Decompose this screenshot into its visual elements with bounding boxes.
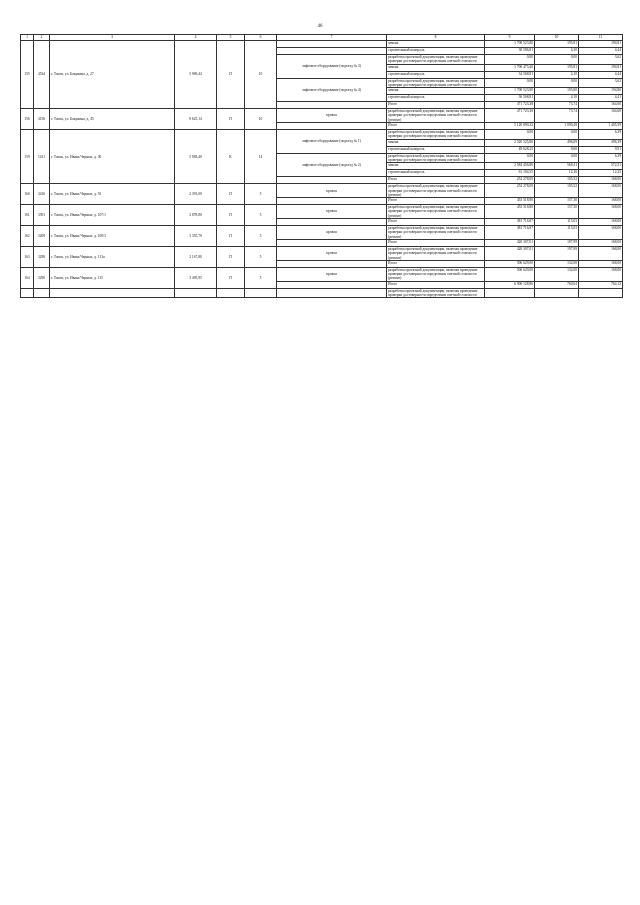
empty-cell bbox=[485, 288, 535, 298]
cost-cell: 506 629,00 bbox=[485, 267, 535, 281]
max-unit-cost-cell: 194,81 bbox=[579, 41, 623, 48]
max-unit-cost-cell: 6,39 bbox=[579, 153, 623, 163]
work-name-cell: Итого bbox=[387, 123, 485, 130]
cost-cell: 381 716,87 bbox=[485, 226, 535, 240]
column-number: 4 bbox=[175, 35, 217, 41]
area-cell: 3 495,95 bbox=[175, 267, 217, 288]
max-unit-cost-cell: 168,00 bbox=[579, 246, 623, 260]
cost-cell: 252 278,09 bbox=[485, 177, 535, 184]
house-id-cell: 3391 bbox=[34, 205, 50, 226]
cost-cell: 1 708 523,80 bbox=[485, 41, 535, 48]
wall-material-cell: П bbox=[217, 205, 245, 226]
work-name-cell: Итого bbox=[387, 281, 485, 288]
work-name-cell: замена bbox=[387, 41, 485, 48]
work-name-cell: строительный контроль bbox=[387, 71, 485, 78]
column-number: 2 bbox=[34, 35, 50, 41]
max-unit-cost-cell: 3,62 bbox=[579, 55, 623, 65]
work-name-cell: Итого bbox=[387, 260, 485, 267]
work-type-cell: лифтовое оборудование (подъезд № 3) bbox=[277, 55, 387, 79]
area-cell: 8 625,14 bbox=[175, 109, 217, 130]
floors-cell: 10 bbox=[245, 109, 277, 130]
wall-material-cell: П bbox=[217, 109, 245, 130]
unit-cost-cell: 0,00 bbox=[535, 55, 579, 65]
cost-cell: 61 104,55 bbox=[485, 170, 535, 177]
area-cell: 2 167,80 bbox=[175, 246, 217, 267]
work-name-cell: разработка проектной документации, включая проведение проверки достоверности определения сметной стоимости bbox=[387, 153, 485, 163]
max-unit-cost-cell: 4,44 bbox=[579, 48, 623, 55]
work-type-cell bbox=[277, 281, 387, 288]
max-unit-cost-cell: 194,81 bbox=[579, 64, 623, 71]
work-name-cell: строительный контроль bbox=[387, 146, 485, 153]
work-type-cell bbox=[277, 260, 387, 267]
address-cell: г. Томск, ул. Ивана Черных, д. 30 bbox=[50, 130, 175, 184]
work-name-cell: разработка проектной документации, включая проведение проверки достоверности определения сметной стоимости (ремонт) bbox=[387, 267, 485, 281]
cost-cell: 0,00 bbox=[485, 55, 535, 65]
cost-cell: 6 906 128,86 bbox=[485, 281, 535, 288]
column-number: 8 bbox=[387, 35, 485, 41]
column-number: 3 bbox=[50, 35, 175, 41]
cost-cell: 0,00 bbox=[485, 78, 535, 88]
max-unit-cost-cell: 3,62 bbox=[579, 78, 623, 88]
unit-cost-cell: 157,30 bbox=[535, 198, 579, 205]
column-number: 10 bbox=[535, 35, 579, 41]
max-unit-cost-cell: 6,39 bbox=[579, 130, 623, 140]
address-cell: г. Томск, ул. Ивана Черных, д. 113а bbox=[50, 246, 175, 267]
cost-cell: 5 120 890,32 bbox=[485, 123, 535, 130]
house-id-cell: 3290 bbox=[34, 267, 50, 288]
unit-cost-cell: 195,81 bbox=[535, 41, 579, 48]
table-row bbox=[21, 226, 623, 240]
cost-cell: 38 586,81 bbox=[485, 48, 535, 55]
cost-cell: 34 568,81 bbox=[485, 71, 535, 78]
work-name-cell: разработка проектной документации, включая проведение проверки достоверности определения сметной стоимости (ремонт) bbox=[387, 205, 485, 219]
work-name-cell: замена bbox=[387, 88, 485, 95]
unit-cost-cell: 105,52 bbox=[535, 184, 579, 198]
row-number-cell: 161 bbox=[21, 205, 34, 226]
column-number: 6 bbox=[245, 35, 277, 41]
max-unit-cost-cell: 164,60 bbox=[579, 109, 623, 123]
unit-cost-cell: 4,10 bbox=[535, 95, 579, 102]
empty-cell bbox=[245, 288, 277, 298]
max-unit-cost-cell: 168,00 bbox=[579, 184, 623, 198]
unit-cost-cell: 0,00 bbox=[535, 78, 579, 88]
house-id-cell: 4534 bbox=[34, 41, 50, 109]
cost-cell: 420 307,01 bbox=[485, 239, 535, 246]
cost-cell: 0,00 bbox=[485, 130, 535, 140]
row-number-cell: 163 bbox=[21, 246, 34, 267]
max-unit-cost-cell: 4,44 bbox=[579, 71, 623, 78]
wall-material-cell: П bbox=[217, 41, 245, 109]
column-number: 5 bbox=[217, 35, 245, 41]
floors-cell: 5 bbox=[245, 246, 277, 267]
work-type-cell bbox=[277, 177, 387, 184]
unit-cost-cell: 73,74 bbox=[535, 102, 579, 109]
table-row bbox=[21, 246, 623, 260]
empty-cell bbox=[579, 288, 623, 298]
floors-cell: 5 bbox=[245, 205, 277, 226]
work-type-cell: кровля bbox=[277, 226, 387, 240]
work-name-cell: разработка проектной документации, включая проведение проверки достоверности определения сметной стоимости bbox=[387, 130, 485, 140]
wall-material-cell: П bbox=[217, 226, 245, 247]
cost-cell: 2 584 456,86 bbox=[485, 163, 535, 170]
column-number: 1 bbox=[21, 35, 34, 41]
table-row bbox=[21, 184, 623, 198]
unit-cost-cell: 115,03 bbox=[535, 226, 579, 240]
house-id-cell: 3209 bbox=[34, 226, 50, 247]
work-type-cell bbox=[277, 123, 387, 130]
house-id-cell: 1411 bbox=[34, 130, 50, 184]
cost-cell: 506 629,00 bbox=[485, 260, 535, 267]
work-name-cell: разработка проектной документации, включая проведение проверки достоверности определения сметной стоимости (ремонт) bbox=[387, 246, 485, 260]
cost-cell: 252 278,09 bbox=[485, 184, 535, 198]
work-type-cell: кровля bbox=[277, 267, 387, 281]
address-cell: г. Томск, ул. Ивана Черных, д. 109/3 bbox=[50, 226, 175, 247]
max-unit-cost-cell: 168,00 bbox=[579, 260, 623, 267]
unit-cost-cell: 9,60 bbox=[535, 146, 579, 153]
unit-cost-cell: 73,74 bbox=[535, 109, 579, 123]
cost-cell: 453 518,80 bbox=[485, 205, 535, 219]
max-unit-cost-cell: 1 405,59 bbox=[579, 123, 623, 130]
floors-cell: 5 bbox=[245, 184, 277, 205]
column-number: 7 bbox=[277, 35, 387, 41]
column-number: 11 bbox=[579, 35, 623, 41]
work-name-cell: Итого bbox=[387, 177, 485, 184]
empty-cell bbox=[34, 288, 50, 298]
work-type-cell: кровля bbox=[277, 109, 387, 123]
table-row bbox=[21, 109, 623, 123]
max-unit-cost-cell: 168,00 bbox=[579, 239, 623, 246]
area-cell: 2 878,80 bbox=[175, 205, 217, 226]
unit-cost-cell: 568,41 bbox=[535, 163, 579, 170]
work-name-cell: разработка проектной документации, включая проведение проверки достоверности определения сметной стоимости (ремонт) bbox=[387, 109, 485, 123]
work-type-cell: кровля bbox=[277, 205, 387, 219]
house-id-cell: 3416 bbox=[34, 184, 50, 205]
row-number-cell: 162 bbox=[21, 226, 34, 247]
max-unit-cost-cell: 572,51 bbox=[579, 163, 623, 170]
work-name-cell: разработка проектной документации, включая проведение проверки достоверности определения сметной стоимости (ремонт) bbox=[387, 184, 485, 198]
work-type-cell: лифтовое оборудование (подъезд № 4) bbox=[277, 78, 387, 102]
column-number: 9 bbox=[485, 35, 535, 41]
wall-material-cell: П bbox=[217, 246, 245, 267]
capital-repair-table bbox=[20, 34, 623, 298]
row-number-cell: 164 bbox=[21, 267, 34, 288]
area-cell: 5 083,40 bbox=[175, 130, 217, 184]
house-id-cell: 4156 bbox=[34, 109, 50, 130]
work-name-cell: строительный контроль bbox=[387, 170, 485, 177]
work-name-cell: замена bbox=[387, 163, 485, 170]
work-type-cell bbox=[277, 102, 387, 109]
work-name-cell: Итого bbox=[387, 102, 485, 109]
wall-material-cell: К bbox=[217, 130, 245, 184]
unit-cost-cell: 197,99 bbox=[535, 246, 579, 260]
table-row bbox=[21, 130, 623, 140]
address-cell: г. Томск, ул. Бакунина, д. 27 bbox=[50, 41, 175, 109]
wall-material-cell: П bbox=[217, 267, 245, 288]
table-row bbox=[21, 41, 623, 48]
max-unit-cost-cell: 12,25 bbox=[579, 170, 623, 177]
cost-cell: 36 568,81 bbox=[485, 95, 535, 102]
work-type-cell: лифтовое оборудование (подъезд № 1) bbox=[277, 130, 387, 154]
work-type-cell bbox=[277, 198, 387, 205]
cost-cell: 420 307,01 bbox=[485, 246, 535, 260]
unit-cost-cell: 195,80 bbox=[535, 88, 579, 95]
work-name-cell: разработка проектной документации, включая проведение проверки достоверности определения сметной стоимости bbox=[387, 288, 485, 298]
cost-cell: 453 518,80 bbox=[485, 198, 535, 205]
work-type-cell: лифтовое оборудование (подъезд № 2) bbox=[277, 153, 387, 177]
work-type-cell bbox=[277, 219, 387, 226]
cost-cell: 2 520 525,86 bbox=[485, 139, 535, 146]
empty-cell bbox=[175, 288, 217, 298]
address-cell: г. Томск, ул. Ивана Черных, д. 115 bbox=[50, 267, 175, 288]
work-name-cell: Итого bbox=[387, 219, 485, 226]
area-cell: 2 391,00 bbox=[175, 184, 217, 205]
work-name-cell: разработка проектной документации, включая проведение проверки достоверности определения сметной стоимости bbox=[387, 55, 485, 65]
max-unit-cost-cell: 4,41 bbox=[579, 95, 623, 102]
work-name-cell: строительный контроль bbox=[387, 95, 485, 102]
floors-cell: 14 bbox=[245, 130, 277, 184]
floors-cell: 5 bbox=[245, 226, 277, 247]
max-unit-cost-cell: 168,00 bbox=[579, 198, 623, 205]
unit-cost-cell: 105,52 bbox=[535, 177, 579, 184]
max-unit-cost-cell: 168,00 bbox=[579, 226, 623, 240]
row-number-cell: 160 bbox=[21, 184, 34, 205]
unit-cost-cell: 197,99 bbox=[535, 239, 579, 246]
max-unit-cost-cell: 9,91 bbox=[579, 146, 623, 153]
area-cell: 5 969,44 bbox=[175, 41, 217, 109]
cost-cell: 1 708 523,80 bbox=[485, 88, 535, 95]
max-unit-cost-cell: 168,00 bbox=[579, 205, 623, 219]
work-name-cell: замена bbox=[387, 64, 485, 71]
empty-cell bbox=[50, 288, 175, 298]
table-row bbox=[21, 267, 623, 281]
work-name-cell: Итого bbox=[387, 239, 485, 246]
cost-cell: 49 628,25 bbox=[485, 146, 535, 153]
address-cell: г. Томск, ул. Ивана Черных, д. 107/1 bbox=[50, 205, 175, 226]
empty-cell bbox=[535, 288, 579, 298]
max-unit-cost-cell: 194,80 bbox=[579, 88, 623, 95]
address-cell: г. Томск, ул. Бакунина, д. 45 bbox=[50, 109, 175, 130]
unit-cost-cell: 4,10 bbox=[535, 71, 579, 78]
floors-cell: 5 bbox=[245, 267, 277, 288]
row-number-cell: 155 bbox=[21, 41, 34, 109]
max-unit-cost-cell: 168,00 bbox=[579, 219, 623, 226]
max-unit-cost-cell: 764,12 bbox=[579, 281, 623, 288]
unit-cost-cell: 12,16 bbox=[535, 170, 579, 177]
cost-cell: 0,00 bbox=[485, 153, 535, 163]
table-row bbox=[21, 205, 623, 219]
work-name-cell: разработка проектной документации, включая проведение проверки достоверности определения сметной стоимости (ремонт) bbox=[387, 226, 485, 240]
max-unit-cost-cell: 168,00 bbox=[579, 267, 623, 281]
area-cell: 3 355,79 bbox=[175, 226, 217, 247]
work-type-cell: кровля bbox=[277, 246, 387, 260]
cost-cell: 471 723,38 bbox=[485, 109, 535, 123]
unit-cost-cell: 195,81 bbox=[535, 64, 579, 71]
work-name-cell: замена bbox=[387, 139, 485, 146]
empty-cell bbox=[21, 288, 34, 298]
page-number: 46 bbox=[317, 24, 323, 29]
empty-cell bbox=[217, 288, 245, 298]
unit-cost-cell: 115,03 bbox=[535, 219, 579, 226]
table-row bbox=[21, 288, 623, 298]
unit-cost-cell: 0,00 bbox=[535, 153, 579, 163]
unit-cost-cell: 4,30 bbox=[535, 48, 579, 55]
max-unit-cost-cell: 496,39 bbox=[579, 139, 623, 146]
empty-cell bbox=[277, 288, 387, 298]
house-id-cell: 3298 bbox=[34, 246, 50, 267]
unit-cost-cell: 1 090,49 bbox=[535, 123, 579, 130]
unit-cost-cell: 132,00 bbox=[535, 267, 579, 281]
cost-cell: 1 706 473,40 bbox=[485, 64, 535, 71]
unit-cost-cell: 132,00 bbox=[535, 260, 579, 267]
max-unit-cost-cell: 164,60 bbox=[579, 102, 623, 109]
address-cell: г. Томск, ул. Ивана Черных, д. 91 bbox=[50, 184, 175, 205]
cost-cell: 381 716,87 bbox=[485, 219, 535, 226]
work-name-cell: Итого bbox=[387, 198, 485, 205]
unit-cost-cell: 157,30 bbox=[535, 205, 579, 219]
wall-material-cell: П bbox=[217, 184, 245, 205]
floors-cell: 10 bbox=[245, 41, 277, 109]
work-name-cell: разработка проектной документации, включая проведение проверки достоверности определения сметной стоимости bbox=[387, 78, 485, 88]
cost-cell: 471 723,38 bbox=[485, 102, 535, 109]
work-type-cell: кровля bbox=[277, 184, 387, 198]
max-unit-cost-cell: 168,00 bbox=[579, 177, 623, 184]
unit-cost-cell: 760,04 bbox=[535, 281, 579, 288]
work-type-cell bbox=[277, 48, 387, 55]
work-name-cell: строительный контроль bbox=[387, 48, 485, 55]
row-number-cell: 159 bbox=[21, 130, 34, 184]
unit-cost-cell: 0,00 bbox=[535, 130, 579, 140]
row-number-cell: 156 bbox=[21, 109, 34, 130]
unit-cost-cell: 496,09 bbox=[535, 139, 579, 146]
work-type-cell bbox=[277, 239, 387, 246]
work-type-cell bbox=[277, 41, 387, 48]
